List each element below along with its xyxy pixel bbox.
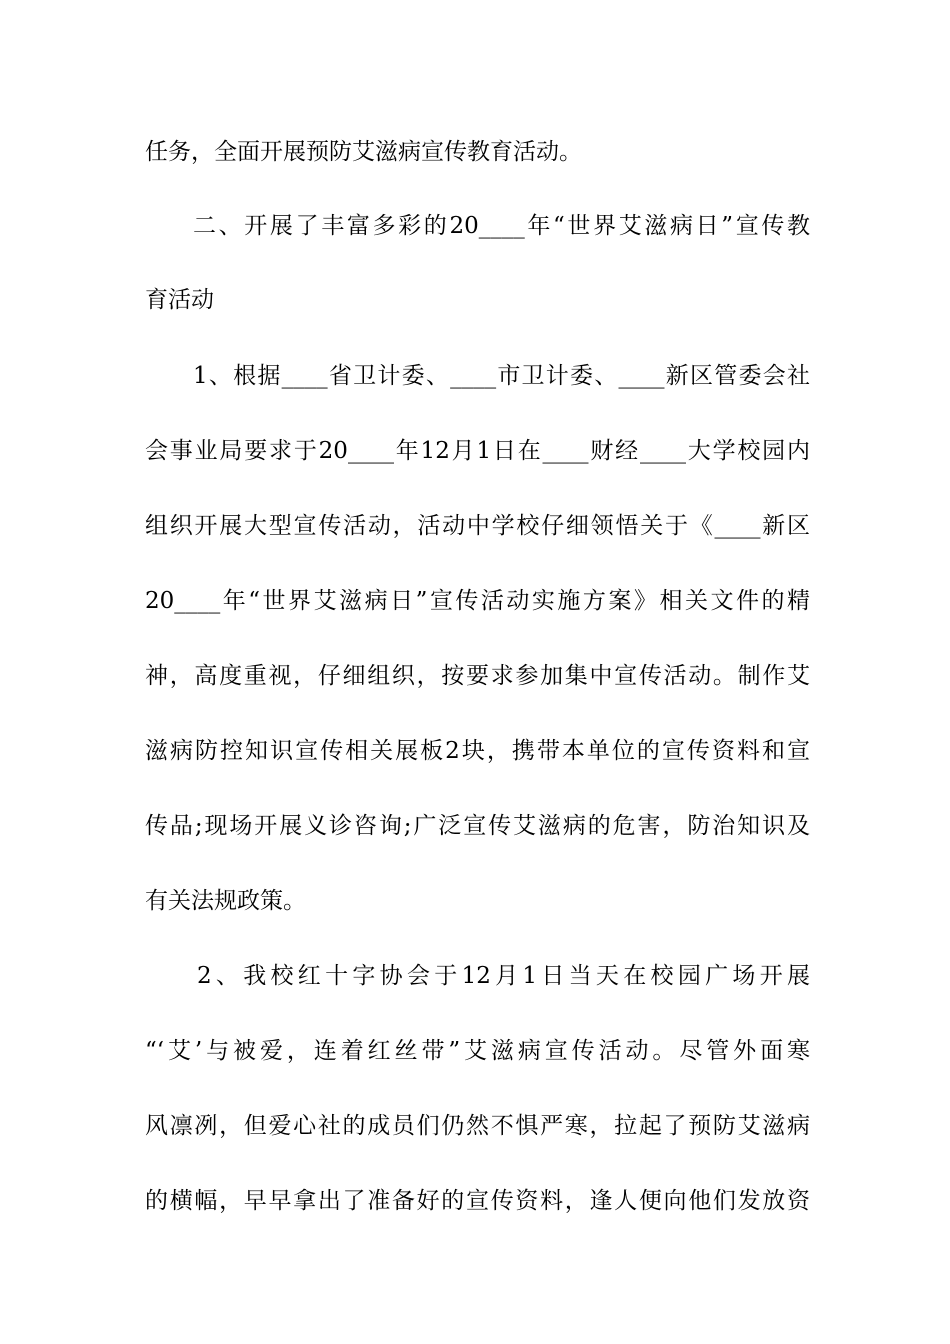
section-heading-line-2: 育活动 (145, 287, 214, 313)
paragraph-1-line-6: 滋病防控知识宣传相关展板2块，携带本单位的宣传资料和宣 (145, 738, 810, 764)
paragraph-1-line-5: 神，高度重视，仔细组织，按要求参加集中宣传活动。制作艾 (145, 663, 810, 689)
paragraph-1-line-7: 传品;现场开展义诊咨询;广泛宣传艾滋病的危害，防治知识及 (145, 813, 810, 839)
paragraph-1-line-3: 组织开展大型宣传活动，活动中学校仔细领悟关于《____新区 (145, 513, 810, 539)
section-heading-line-1: 二、开展了丰富多彩的20____年“世界艾滋病日”宣传教 (193, 213, 810, 239)
paragraph-1-line-8: 有关法规政策。 (145, 888, 306, 914)
paragraph-1-line-4: 20____年“世界艾滋病日”宣传活动实施方案》相关文件的精 (145, 588, 810, 614)
text-line-1: 任务，全面开展预防艾滋病宣传教育活动。 (145, 139, 582, 165)
paragraph-2-line-4: 的横幅，早早拿出了准备好的宣传资料，逢人便向他们发放资 (145, 1188, 810, 1214)
paragraph-1-line-1: 1、根据____省卫计委、____市卫计委、____新区管委会社 (193, 363, 810, 389)
paragraph-2-line-1: 2、我校红十字协会于12月1日当天在校园广场开展 (197, 963, 810, 989)
paragraph-1-line-2: 会事业局要求于20____年12月1日在____财经____大学校园内 (145, 438, 810, 464)
paragraph-2-line-2: “‘艾’与被爱，连着红丝带”艾滋病宣传活动。尽管外面寒 (145, 1038, 810, 1064)
paragraph-2-line-3: 风凛冽，但爱心社的成员们仍然不惧严寒，拉起了预防艾滋病 (145, 1113, 810, 1139)
